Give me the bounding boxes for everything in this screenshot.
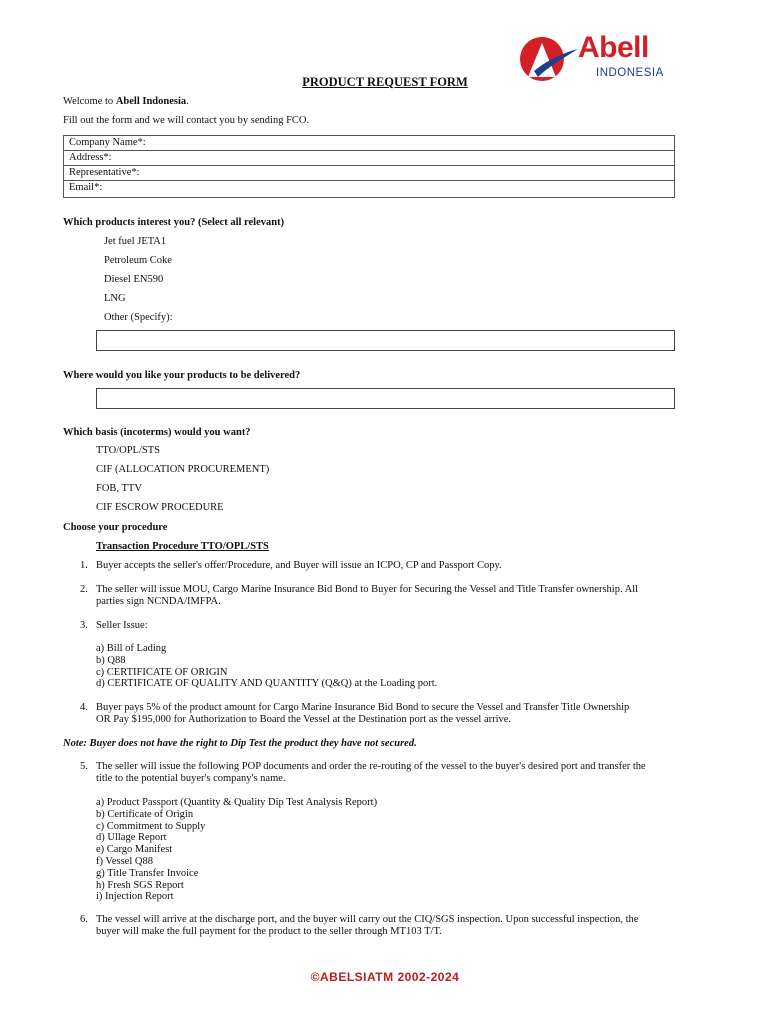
step-4-text-line1: Buyer pays 5% of the product amount for Cargo Marine Insurance Bid Bond to secure the Vessel and Transfer Title Ownership — [96, 702, 630, 713]
product-option[interactable]: Jet fuel JETA1 — [104, 236, 167, 247]
step-5-text-line1: The seller will issue the following POP documents and order the re-routing of the vessel to the buyer's desired port and transfer the — [96, 761, 646, 772]
step-2-text-line1: The seller will issue MOU, Cargo Marine Insurance Bid Bond to Buyer for Securing the Vessel and Title Transfer ownership. All — [96, 584, 639, 595]
step-4-text-line2: OR Pay $195,000 for Authorization to Board the Vessel at the Destination port as the vessel arrive. — [96, 714, 512, 725]
list-item: i) Injection Report — [96, 891, 174, 903]
logo-sub: INDONESIA — [596, 67, 664, 79]
intro-text: Fill out the form and we will contact you by sending FCO. — [63, 115, 310, 126]
list-item: b) Certificate of Origin — [96, 808, 194, 820]
basis-option[interactable]: TTO/OPL/STS — [96, 445, 160, 456]
step-3-list — [96, 643, 437, 690]
product-option[interactable]: LNG — [104, 293, 126, 304]
list-item: c) CERTIFICATE OF ORIGIN — [96, 666, 228, 678]
product-option[interactable]: Diesel EN590 — [104, 274, 164, 285]
list-item: g) Title Transfer Invoice — [96, 867, 199, 879]
list-item: b) Q88 — [96, 654, 126, 666]
list-item: f) Vessel Q88 — [96, 855, 153, 867]
step-3-text: Seller Issue: — [96, 620, 148, 631]
step-number: 5. — [80, 761, 88, 772]
step-number: 1. — [80, 560, 88, 571]
product-option-other[interactable]: Other (Specify): — [104, 312, 173, 323]
step-5-text-line2: title to the potential buyer's company's name. — [96, 773, 286, 784]
step-6-text-line2: buyer will make the full payment for the product to the seller through MT103 T/T. — [96, 926, 442, 937]
note-text: Note: Buyer does not have the right to Dip Test the product they have not secured. — [63, 738, 417, 749]
page-title: PRODUCT REQUEST FORM — [302, 75, 468, 89]
logo-brand: Abell — [578, 31, 649, 64]
step-5-list — [96, 797, 377, 903]
list-item: e) Cargo Manifest — [96, 844, 173, 856]
welcome-text: Welcome to Abell Indonesia. — [63, 96, 189, 107]
delivery-input[interactable] — [96, 388, 675, 409]
step-1-text: Buyer accepts the seller's offer/Procedure, and Buyer will issue an ICPO, CP and Passport Copy. — [96, 560, 502, 571]
step-6-text-line1: The vessel will arrive at the discharge port, and the buyer will carry out the CIQ/SGS inspection. Upon successful inspection, the — [96, 914, 639, 925]
address-field[interactable]: Address*: — [64, 151, 674, 166]
contact-fields-table — [63, 135, 675, 198]
basis-question: Which basis (incoterms) would you want? — [63, 427, 251, 438]
procedure-title: Transaction Procedure TTO/OPL/STS — [96, 541, 269, 552]
product-option[interactable]: Petroleum Coke — [104, 255, 172, 266]
products-question: Which products interest you? (Select all relevant) — [63, 217, 285, 228]
basis-option[interactable]: FOB, TTV — [96, 483, 142, 494]
list-item: a) Bill of Lading — [96, 643, 167, 654]
list-item: h) Fresh SGS Report — [96, 879, 184, 891]
step-number: 4. — [80, 702, 88, 713]
step-2-text-line2: parties sign NCNDA/IMFPA. — [96, 596, 221, 607]
representative-field[interactable]: Representative*: — [64, 166, 674, 181]
step-number: 2. — [80, 584, 88, 595]
company-name-field[interactable]: Company Name*: — [64, 136, 674, 151]
delivery-question: Where would you like your products to be delivered? — [63, 370, 301, 381]
choose-procedure-heading: Choose your procedure — [63, 522, 168, 533]
basis-option[interactable]: CIF (ALLOCATION PROCUREMENT) — [96, 464, 270, 475]
footer-copyright: ©ABELSIATM 2002-2024 — [310, 970, 460, 984]
basis-option[interactable]: CIF ESCROW PROCEDURE — [96, 502, 224, 513]
list-item: d) CERTIFICATE OF QUALITY AND QUANTITY (Q&Q) at the Loading port. — [96, 678, 438, 690]
other-products-input[interactable] — [96, 330, 675, 351]
list-item: c) Commitment to Supply — [96, 820, 206, 832]
email-field[interactable]: Email*: — [69, 182, 103, 193]
step-number: 3. — [80, 620, 88, 631]
step-number: 6. — [80, 914, 88, 925]
list-item: d) Ullage Report — [96, 832, 167, 844]
list-item: a) Product Passport (Quantity & Quality Dip Test Analysis Report) — [96, 797, 378, 808]
